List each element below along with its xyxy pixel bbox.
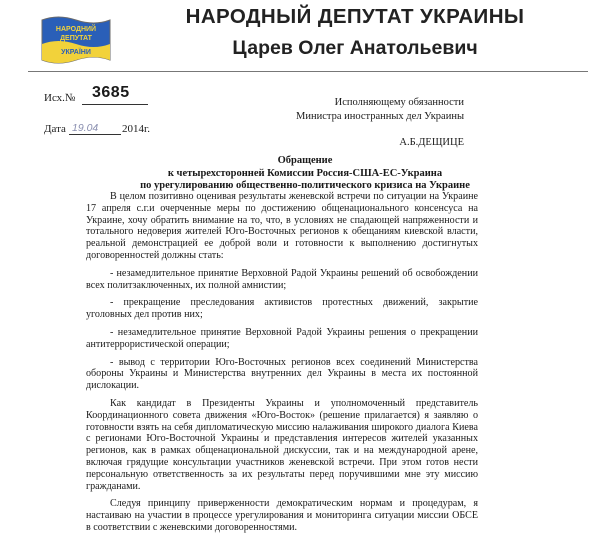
- deputy-flag-emblem: [40, 14, 112, 66]
- ref-number: 3685: [92, 84, 130, 101]
- paragraph-osce: Следуя принципу приверженности демократическим нормам и процедурам, я настаиваю на участии в процессе урегулирования и мониторинга ситуации миссии ОБСЕ в соответствии с женевскими договоренностями.: [86, 498, 478, 533]
- bullet-end-ato: - незамедлительное принятие Верховной Радой Украины решения о прекращении антитеррористической операции;: [86, 326, 478, 350]
- subject-line-1: Обращение: [277, 155, 333, 166]
- ref-label: Исх.№: [44, 92, 76, 104]
- addressee-line-1: Исполняющему обязанности: [334, 97, 464, 108]
- svg-text:УКРАЇНИ: УКРАЇНИ: [61, 49, 91, 56]
- svg-text:ДЕПУТАТ: ДЕПУТАТ: [60, 35, 92, 42]
- addressee-block: [296, 96, 464, 124]
- date-underline: [69, 134, 121, 135]
- ref-underline: [82, 104, 148, 105]
- addressee-name: А.Б.ДЕЩИЦЕ: [399, 137, 464, 148]
- addressee-line-2: Министра иностранных дел Украины: [296, 111, 464, 122]
- bullet-stop-prosecution: - прекращение преследования активистов протестных движений, закрытие уголовных дел против них;: [86, 297, 478, 321]
- header-divider: [28, 71, 588, 72]
- date-label: Дата: [44, 123, 66, 135]
- date-year: 2014г.: [122, 123, 151, 135]
- letter-body: [86, 191, 478, 534]
- date-handwritten: 19.04: [72, 122, 99, 134]
- paragraph-intro: В целом позитивно оценивая результаты женевской встречи по ситуации на Украине 17 апреля с.г.и очерченные меры по достижению общенационального консенсуса на Украине, хочу обратить внимание на то, что, в условиях не спадающей напряженности и тотального недоверия жителей Юго-Восточных регионов к обещаниям киевской власти, реальной демонстрацией ее доброй воли и готовности к выполнению достигнутых договоренностей должны стать:: [86, 191, 478, 261]
- subject-block: [120, 155, 490, 193]
- subject-line-2: к четырехсторонней Комиссии Россия-США-ЕС-Украина: [167, 167, 443, 179]
- bullet-release-prisoners: - незамедлительное принятие Верховной Радой Украины решений об освобождении всех политзаключенных, их полной амнистии;: [86, 267, 478, 291]
- svg-text:НАРОДНИЙ: НАРОДНИЙ: [55, 26, 97, 33]
- subject-line-3: по урегулированию общественно-политического кризиса на Украине: [140, 180, 470, 191]
- header-title: НАРОДНЫЙ ДЕПУТАТ УКРАИНЫ: [185, 5, 525, 28]
- bullet-withdraw-forces: - вывод с территории Юго-Восточных регионов всех соединений Министерства обороны Украины и Министерства внутренних дел Украины в места их постоянной дислокации.: [86, 356, 478, 392]
- paragraph-candidate: Как кандидат в Президенты Украины и уполномоченный представитель Координационного совета движения «Юго-Восток» (решение прилагается) я заявляю о готовности взять на себя дипломатическую миссию налаживания широкого диалога Киева с регионами Юго-Восточной Украины и представления интересов жителей указанных регионов, как в рамках общенациональной дискуссии, так и на международной арене, включая грядущие консультации участников женевской встречи. При этом готов нести персональную ответственность за их результаты перед поручившими мне эту миссию гражданами.: [86, 397, 478, 492]
- deputy-name: Царев Олег Анатольевич: [232, 37, 478, 59]
